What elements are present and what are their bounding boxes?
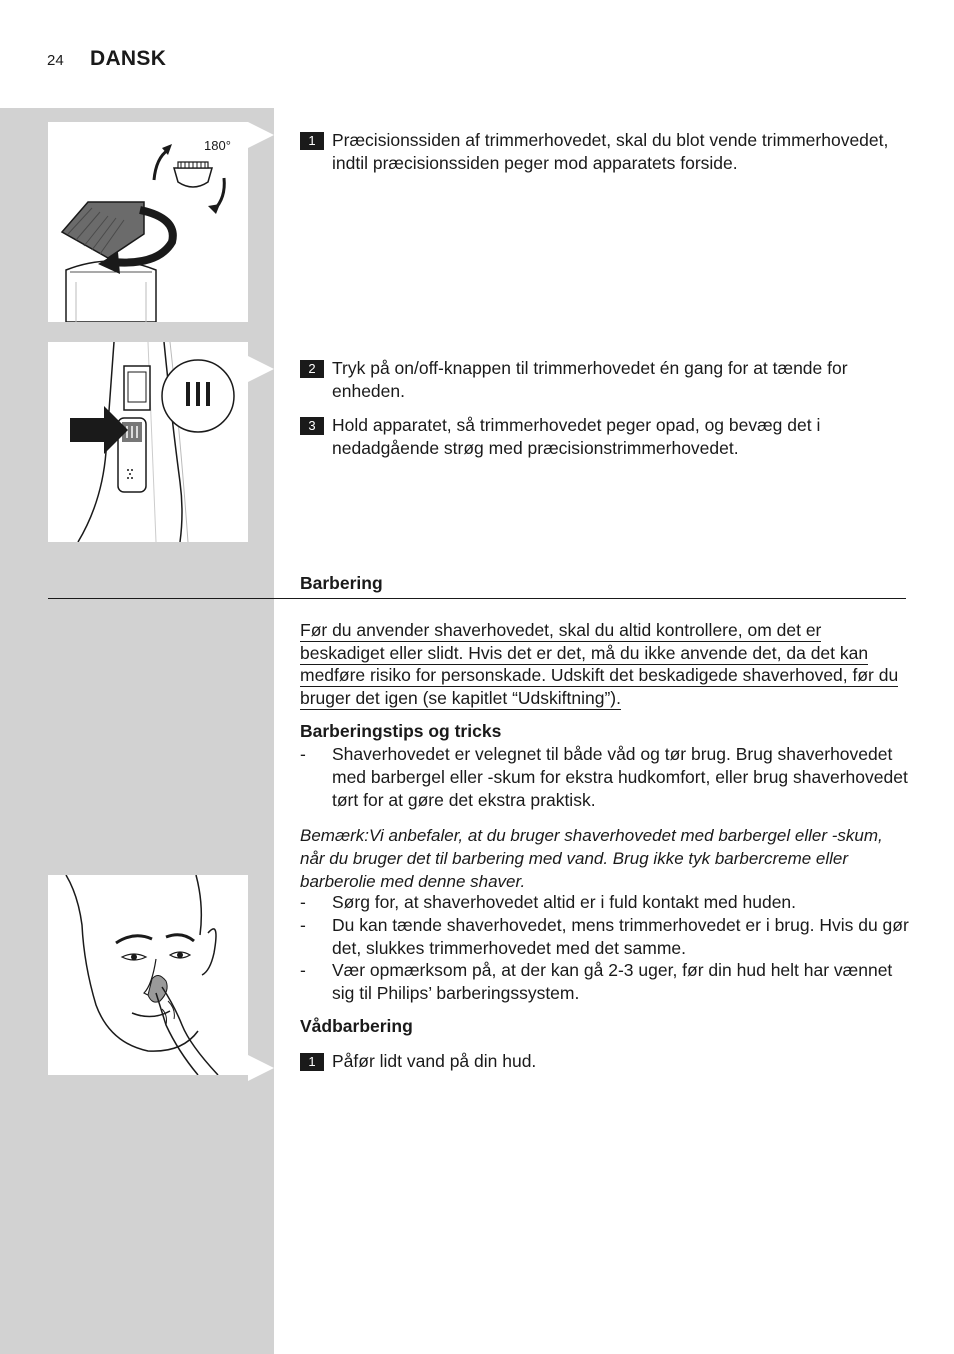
step-text: Påfør lidt vand på din hud. xyxy=(332,1051,537,1071)
step-item xyxy=(300,357,910,403)
list-item xyxy=(300,891,910,914)
list-bullet: - xyxy=(300,960,306,980)
figure-trimmer-on-off xyxy=(48,342,248,542)
rotation-angle-label: 180° xyxy=(204,138,231,153)
warning-text xyxy=(300,619,910,710)
page-number: 24 xyxy=(47,52,64,69)
figure-pointer xyxy=(248,356,274,382)
figure-face-shaving xyxy=(48,875,248,1075)
step-number: 2 xyxy=(300,360,324,378)
step-item xyxy=(300,1050,910,1073)
step-number: 1 xyxy=(300,132,324,150)
section-divider xyxy=(48,598,906,599)
list-item-text: Vær opmærksom på, at der kan gå 2-3 uger, før din hud helt har vænnet sig til Philips’ barberingssystem. xyxy=(332,960,893,1003)
step-item xyxy=(300,414,910,460)
step-number: 1 xyxy=(300,1053,324,1071)
section-title: Barbering xyxy=(300,573,383,593)
wet-shaving-title: Vådbarbering xyxy=(300,1016,413,1036)
figure-pointer xyxy=(248,122,274,148)
list-item-text: Du kan tænde shaverhovedet, mens trimmerhovedet er i brug. Hvis du gør det, slukkes trimmerhovedet med det samme. xyxy=(332,915,909,958)
face-shaving-icon xyxy=(48,875,248,1075)
figure-pointer xyxy=(248,1055,274,1081)
section-language: DANSK xyxy=(90,47,167,70)
step-text: Hold apparatet, så trimmerhovedet peger opad, og bevæg det i nedadgående strøg med præcisionstrimmerhovedet. xyxy=(332,415,821,458)
note-text: Bemærk:Vi anbefaler, at du bruger shaverhovedet med barbergel eller -skum, når du bruger det til barbering med vand. Brug ikke tyk barbercreme eller barberolie med denne shaver. xyxy=(300,826,883,891)
figure-trimmer-rotate xyxy=(48,122,248,322)
list-item xyxy=(300,743,910,812)
list-item xyxy=(300,959,910,1005)
warning-text-content: Før du anvender shaverhovedet, skal du altid kontrollere, om det er beskadiget eller slidt. Hvis det er det, må du ikke anvende det, da det kan medføre risiko for personskade. Udskift det beskadigede shaverhoved, før du bruger det igen (se kapitlet “Udskiftning”). xyxy=(300,620,899,709)
list-item-text: Sørg for, at shaverhovedet altid er i fuld kontakt med huden. xyxy=(332,892,797,912)
trimmer-on-off-icon xyxy=(48,342,248,542)
list-bullet: - xyxy=(300,892,306,912)
list-item xyxy=(300,914,910,960)
step-item xyxy=(300,129,910,175)
step-text: Tryk på on/off-knappen til trimmerhovedet én gang for at tænde for enheden. xyxy=(332,358,848,401)
tips-title: Barberingstips og tricks xyxy=(300,721,502,741)
trimmer-rotate-icon xyxy=(48,122,248,322)
list-item-text: Shaverhovedet er velegnet til både våd og tør brug. Brug shaverhovedet med barbergel eller -skum for ekstra hudkomfort, eller brug shaverhovedet tørt for at gøre det ekstra praktisk. xyxy=(332,744,908,810)
step-number: 3 xyxy=(300,417,324,435)
list-bullet: - xyxy=(300,915,306,935)
list-bullet: - xyxy=(300,744,306,764)
step-text: Præcisionssiden af trimmerhovedet, skal du blot vende trimmerhovedet, indtil præcisionssiden peger mod apparatets forside. xyxy=(332,130,889,173)
